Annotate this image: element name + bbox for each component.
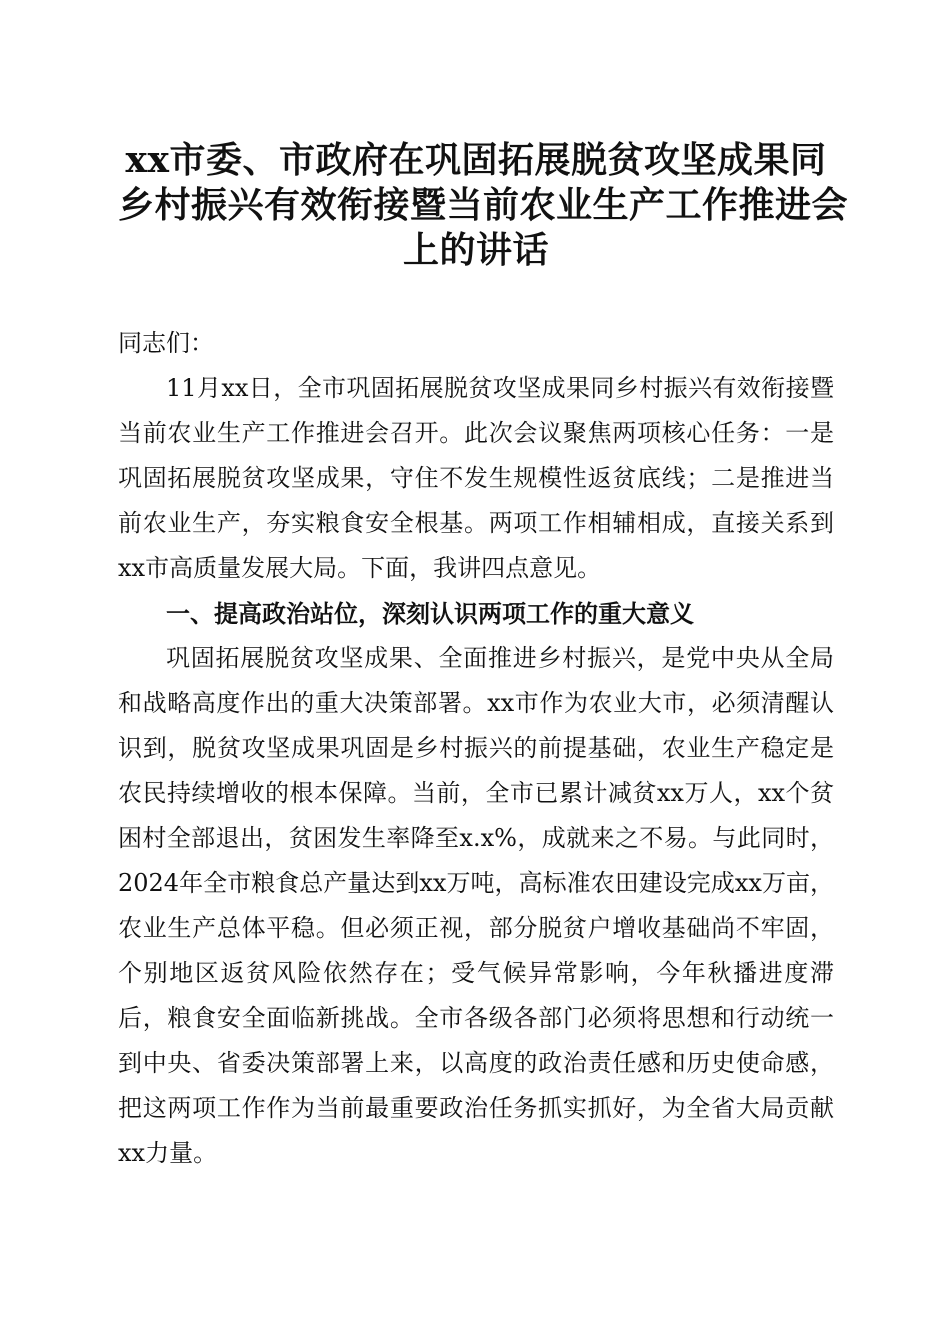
title-line-3: 上的讲话 <box>402 229 549 271</box>
title-line-1: xx市委、市政府在巩固拓展脱贫攻坚成果同 <box>125 139 827 181</box>
title-line-2: 乡村振兴有效衔接暨当前农业生产工作推进会 <box>118 184 849 226</box>
document-page <box>118 138 849 1176</box>
document-title <box>118 138 849 273</box>
intro-paragraph: 11月xx日，全市巩固拓展脱贫攻坚成果同乡村振兴有效衔接暨当前农业生产工作推进会召开。此次会议聚焦两项核心任务：一是巩固拓展脱贫攻坚成果，守住不发生规模性返贫底线；二是推进当前农业生产，夯实粮食安全根基。两项工作相辅相成，直接关系到xx市高质量发展大局。下面，我讲四点意见。 <box>118 374 834 582</box>
section-1-paragraph: 巩固拓展脱贫攻坚成果、全面推进乡村振兴，是党中央从全局和战略高度作出的重大决策部署。xx市作为农业大市，必须清醒认识到，脱贫攻坚成果巩固是乡村振兴的前提基础，农业生产稳定是农民持续增收的根本保障。当前，全市已累计减贫xx万人，xx个贫困村全部退出，贫困发生率降至x.x%，成就来之不易。与此同时，2024年全市粮食总产量达到xx万吨，高标准农田建设完成xx万亩，农业生产总体平稳。但必须正视，部分脱贫户增收基础尚不牢固，个别地区返贫风险依然存在；受气候异常影响，今年秋播进度滞后，粮食安全面临新挑战。全市各级各部门必须将思想和行动统一到中央、省委决策部署上来，以高度的政治责任感和历史使命感，把这两项工作作为当前最重要政治任务抓实抓好，为全省大局贡献xx力量。 <box>118 644 834 1167</box>
section-1-heading: 一、提高政治站位，深刻认识两项工作的重大意义 <box>166 599 694 628</box>
salutation: 同志们： <box>118 329 214 357</box>
